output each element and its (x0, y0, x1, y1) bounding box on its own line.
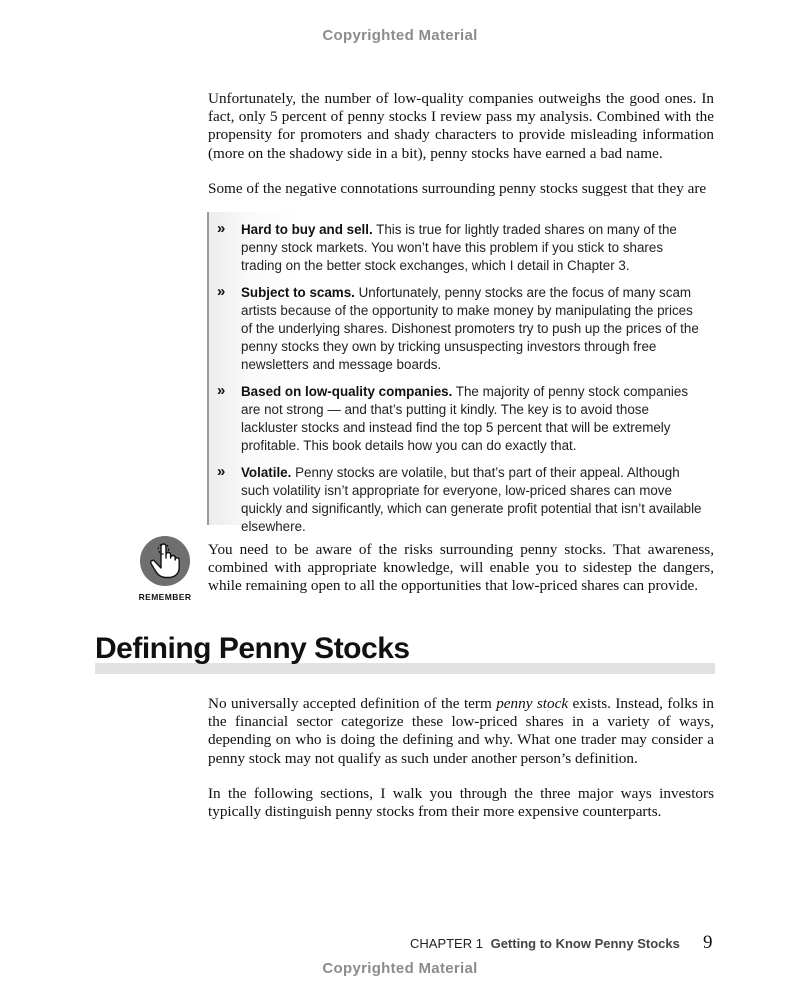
bullet-text: This is true for lightly traded shares on many of the penny stock markets. You won’t have this problem if you stick to shares trading on the better stock exchanges, which I detail in Chapter 3. (241, 222, 677, 274)
watermark-top: Copyrighted Material (322, 27, 478, 44)
list-item (217, 283, 703, 374)
footer-title: Getting to Know Penny Stocks (490, 936, 680, 951)
chevron-right-icon: » (217, 463, 226, 480)
paragraph-connotations: Some of the negative connotations surrounding penny stocks suggest that they are (208, 180, 707, 197)
page-number: 9 (703, 932, 713, 953)
watermark-bottom: Copyrighted Material (322, 960, 478, 977)
bullet-lead: Hard to buy and sell. (241, 222, 373, 237)
bullet-text: Unfortunately, penny stocks are the focus of many scam artists because of the opportunity to make money by manipulating the prices of the underlying shares. Dishonest promoters try to push up the prices of the penny stocks they own by tricking unsuspecting investors through free newsletters and message boards. (241, 285, 699, 373)
paragraph-following-sections: In the following sections, I walk you through the three major ways investors typically distinguish penny stocks from their more expensive counterparts. (208, 785, 714, 821)
bullet-lead: Based on low-quality companies. (241, 384, 453, 399)
definition-text-end: exists. Instead, folks in the financial sector categorize these low-priced shares in a variety of ways, depending on who is doing the defining and why. What one trader may consider a penny stock may not qualify as such under another person’s definition. (208, 695, 715, 767)
bullet-text: The majority of penny stock companies are not strong — and that’s putting it kindly. The key is to avoid those lackluster stocks and instead find the top 5 percent that will be extremely profitable. This book details how you can do exactly that. (241, 384, 689, 454)
paragraph-definition (208, 695, 714, 768)
running-footer (410, 936, 680, 951)
list-item (217, 220, 703, 275)
paragraph-intro: Unfortunately, the number of low-quality companies outweighs the good ones. In fact, only 5 percent of penny stocks I review pass my analysis. Combined with the propensity for promoters and shady characters to provide misleading information (more on the shadowy side in a bit), penny stocks have earned a bad name. (208, 90, 714, 162)
list-item (217, 463, 703, 536)
bullet-lead: Volatile. (241, 465, 292, 480)
chevron-right-icon: » (217, 220, 226, 237)
bullet-text: Penny stocks are volatile, but that’s part of their appeal. Although such volatility isn’t appropriate for everyone, low-priced shares can move quickly and significantly, which can generate profit potential that isn’t available elsewhere. (241, 465, 702, 535)
bullet-lead: Subject to scams. (241, 285, 355, 300)
remember-label: REMEMBER (138, 592, 192, 602)
section-heading: Defining Penny Stocks (95, 632, 410, 665)
footer-chapter: CHAPTER 1 (410, 936, 483, 951)
bullet-list (207, 212, 717, 535)
definition-text-start: No universally accepted definition of the term (208, 695, 497, 712)
pointing-hand-icon (140, 536, 190, 586)
definition-term: penny stock (496, 695, 569, 712)
chevron-right-icon: » (217, 382, 226, 399)
chevron-right-icon: » (217, 283, 226, 300)
list-item (217, 382, 703, 455)
paragraph-remember: You need to be aware of the risks surrounding penny stocks. That awareness, combined with appropriate knowledge, will enable you to sidestep the dangers, while remaining open to all the opportunities that low-priced shares can provide. (208, 541, 714, 595)
